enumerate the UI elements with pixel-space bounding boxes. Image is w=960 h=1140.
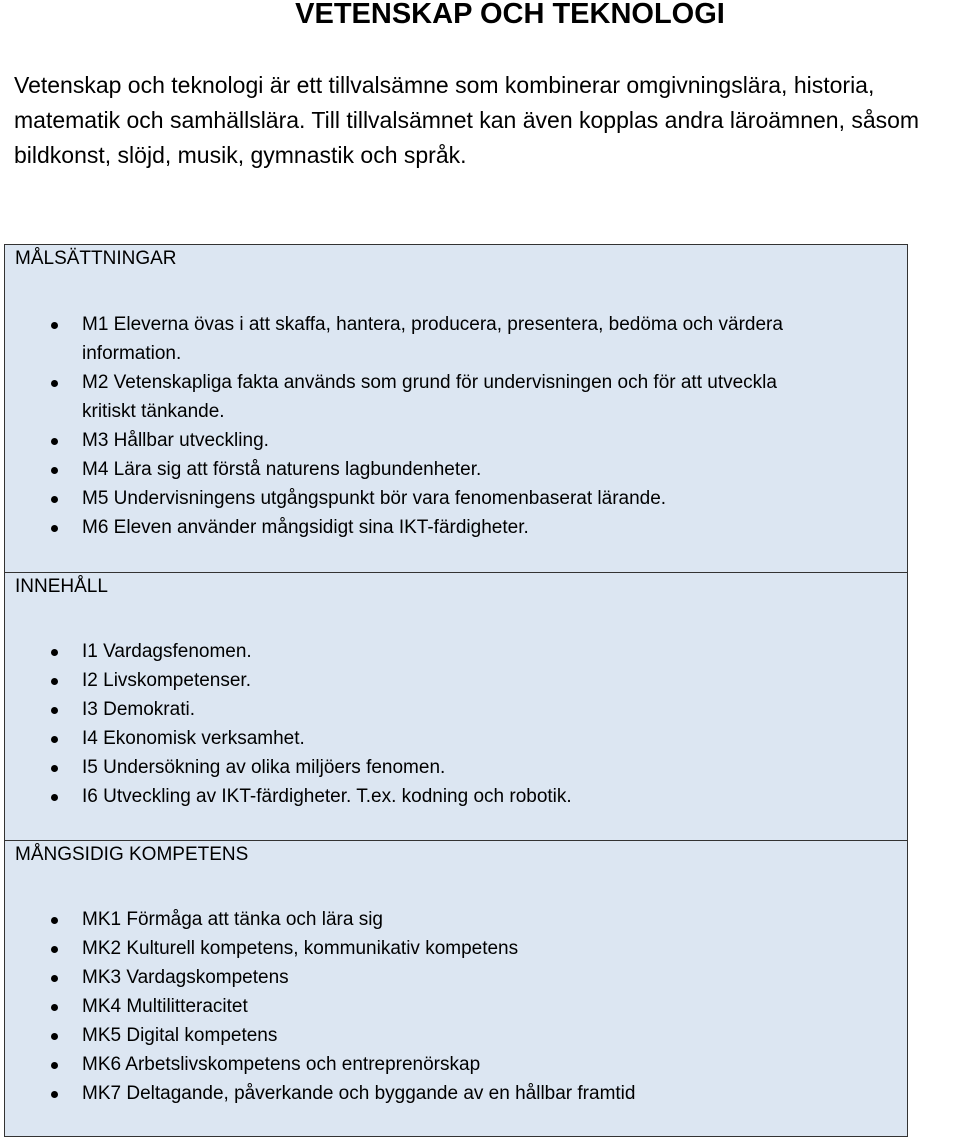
bullet-icon [51,496,58,503]
competence-list [5,905,885,1108]
list-item: MK1 Förmåga att tänka och lära sig [5,905,885,934]
list-item: I5 Undersökning av olika miljöers fenomen. [5,753,885,782]
bullet-icon [51,794,58,801]
list-item-continuation: information. [82,343,182,364]
list-item: MK3 Vardagskompetens [5,963,885,992]
bullet-icon [51,765,58,772]
competence-heading: MÅNGSIDIG KOMPETENS [15,844,249,865]
bullet-icon [51,649,58,656]
bullet-icon [51,525,58,532]
list-item: I2 Livskompetenser. [5,666,885,695]
curriculum-table [4,244,908,1137]
list-item: M4 Lära sig att förstå naturens lagbundenheter. [5,455,885,484]
list-item: MK6 Arbetslivskompetens och entreprenörskap [5,1050,885,1079]
bullet-icon [51,322,58,329]
list-item: MK7 Deltagande, påverkande och byggande av en hållbar framtid [5,1079,885,1108]
bullet-icon [51,1062,58,1069]
list-item: M6 Eleven använder mångsidigt sina IKT-färdigheter. [5,513,885,542]
list-item: M1 Eleverna övas i att skaffa, hantera, producera, presentera, bedöma och värdera [5,310,885,339]
content-heading: INNEHÅLL [15,576,108,597]
bullet-icon [51,380,58,387]
section-divider [5,840,907,841]
goals-list [5,310,885,542]
list-item-continuation: kritiskt tänkande. [82,401,225,422]
bullet-icon [51,1091,58,1098]
intro-line: Vetenskap och teknologi är ett tillvalsämne som kombinerar omgivningslära, historia, [14,72,875,98]
list-item: MK5 Digital kompetens [5,1021,885,1050]
content-list [5,637,885,811]
bullet-icon [51,707,58,714]
intro-line: bildkonst, slöjd, musik, gymnastik och språk. [14,142,467,168]
list-item: M5 Undervisningens utgångspunkt bör vara fenomenbaserat lärande. [5,484,885,513]
list-item: M3 Hållbar utveckling. [5,426,885,455]
bullet-icon [51,467,58,474]
bullet-icon [51,946,58,953]
bullet-icon [51,917,58,924]
list-item: I6 Utveckling av IKT-färdigheter. T.ex. kodning och robotik. [5,782,885,811]
list-item: I4 Ekonomisk verksamhet. [5,724,885,753]
list-item: MK4 Multilitteracitet [5,992,885,1021]
intro-line: matematik och samhällslära. Till tillvalsämnet kan även kopplas andra läroämnen, såsom [14,107,920,133]
bullet-icon [51,438,58,445]
list-item: I3 Demokrati. [5,695,885,724]
list-item: I1 Vardagsfenomen. [5,637,885,666]
bullet-icon [51,1033,58,1040]
page-title: VETENSKAP OCH TEKNOLOGI [295,0,725,30]
bullet-icon [51,736,58,743]
bullet-icon [51,975,58,982]
bullet-icon [51,678,58,685]
goals-heading: MÅLSÄTTNINGAR [15,248,177,269]
section-divider [5,572,907,573]
list-item: MK2 Kulturell kompetens, kommunikativ kompetens [5,934,885,963]
bullet-icon [51,1004,58,1011]
intro-paragraph [14,68,960,173]
list-item: M2 Vetenskapliga fakta används som grund för undervisningen och för att utveckla [5,368,885,397]
